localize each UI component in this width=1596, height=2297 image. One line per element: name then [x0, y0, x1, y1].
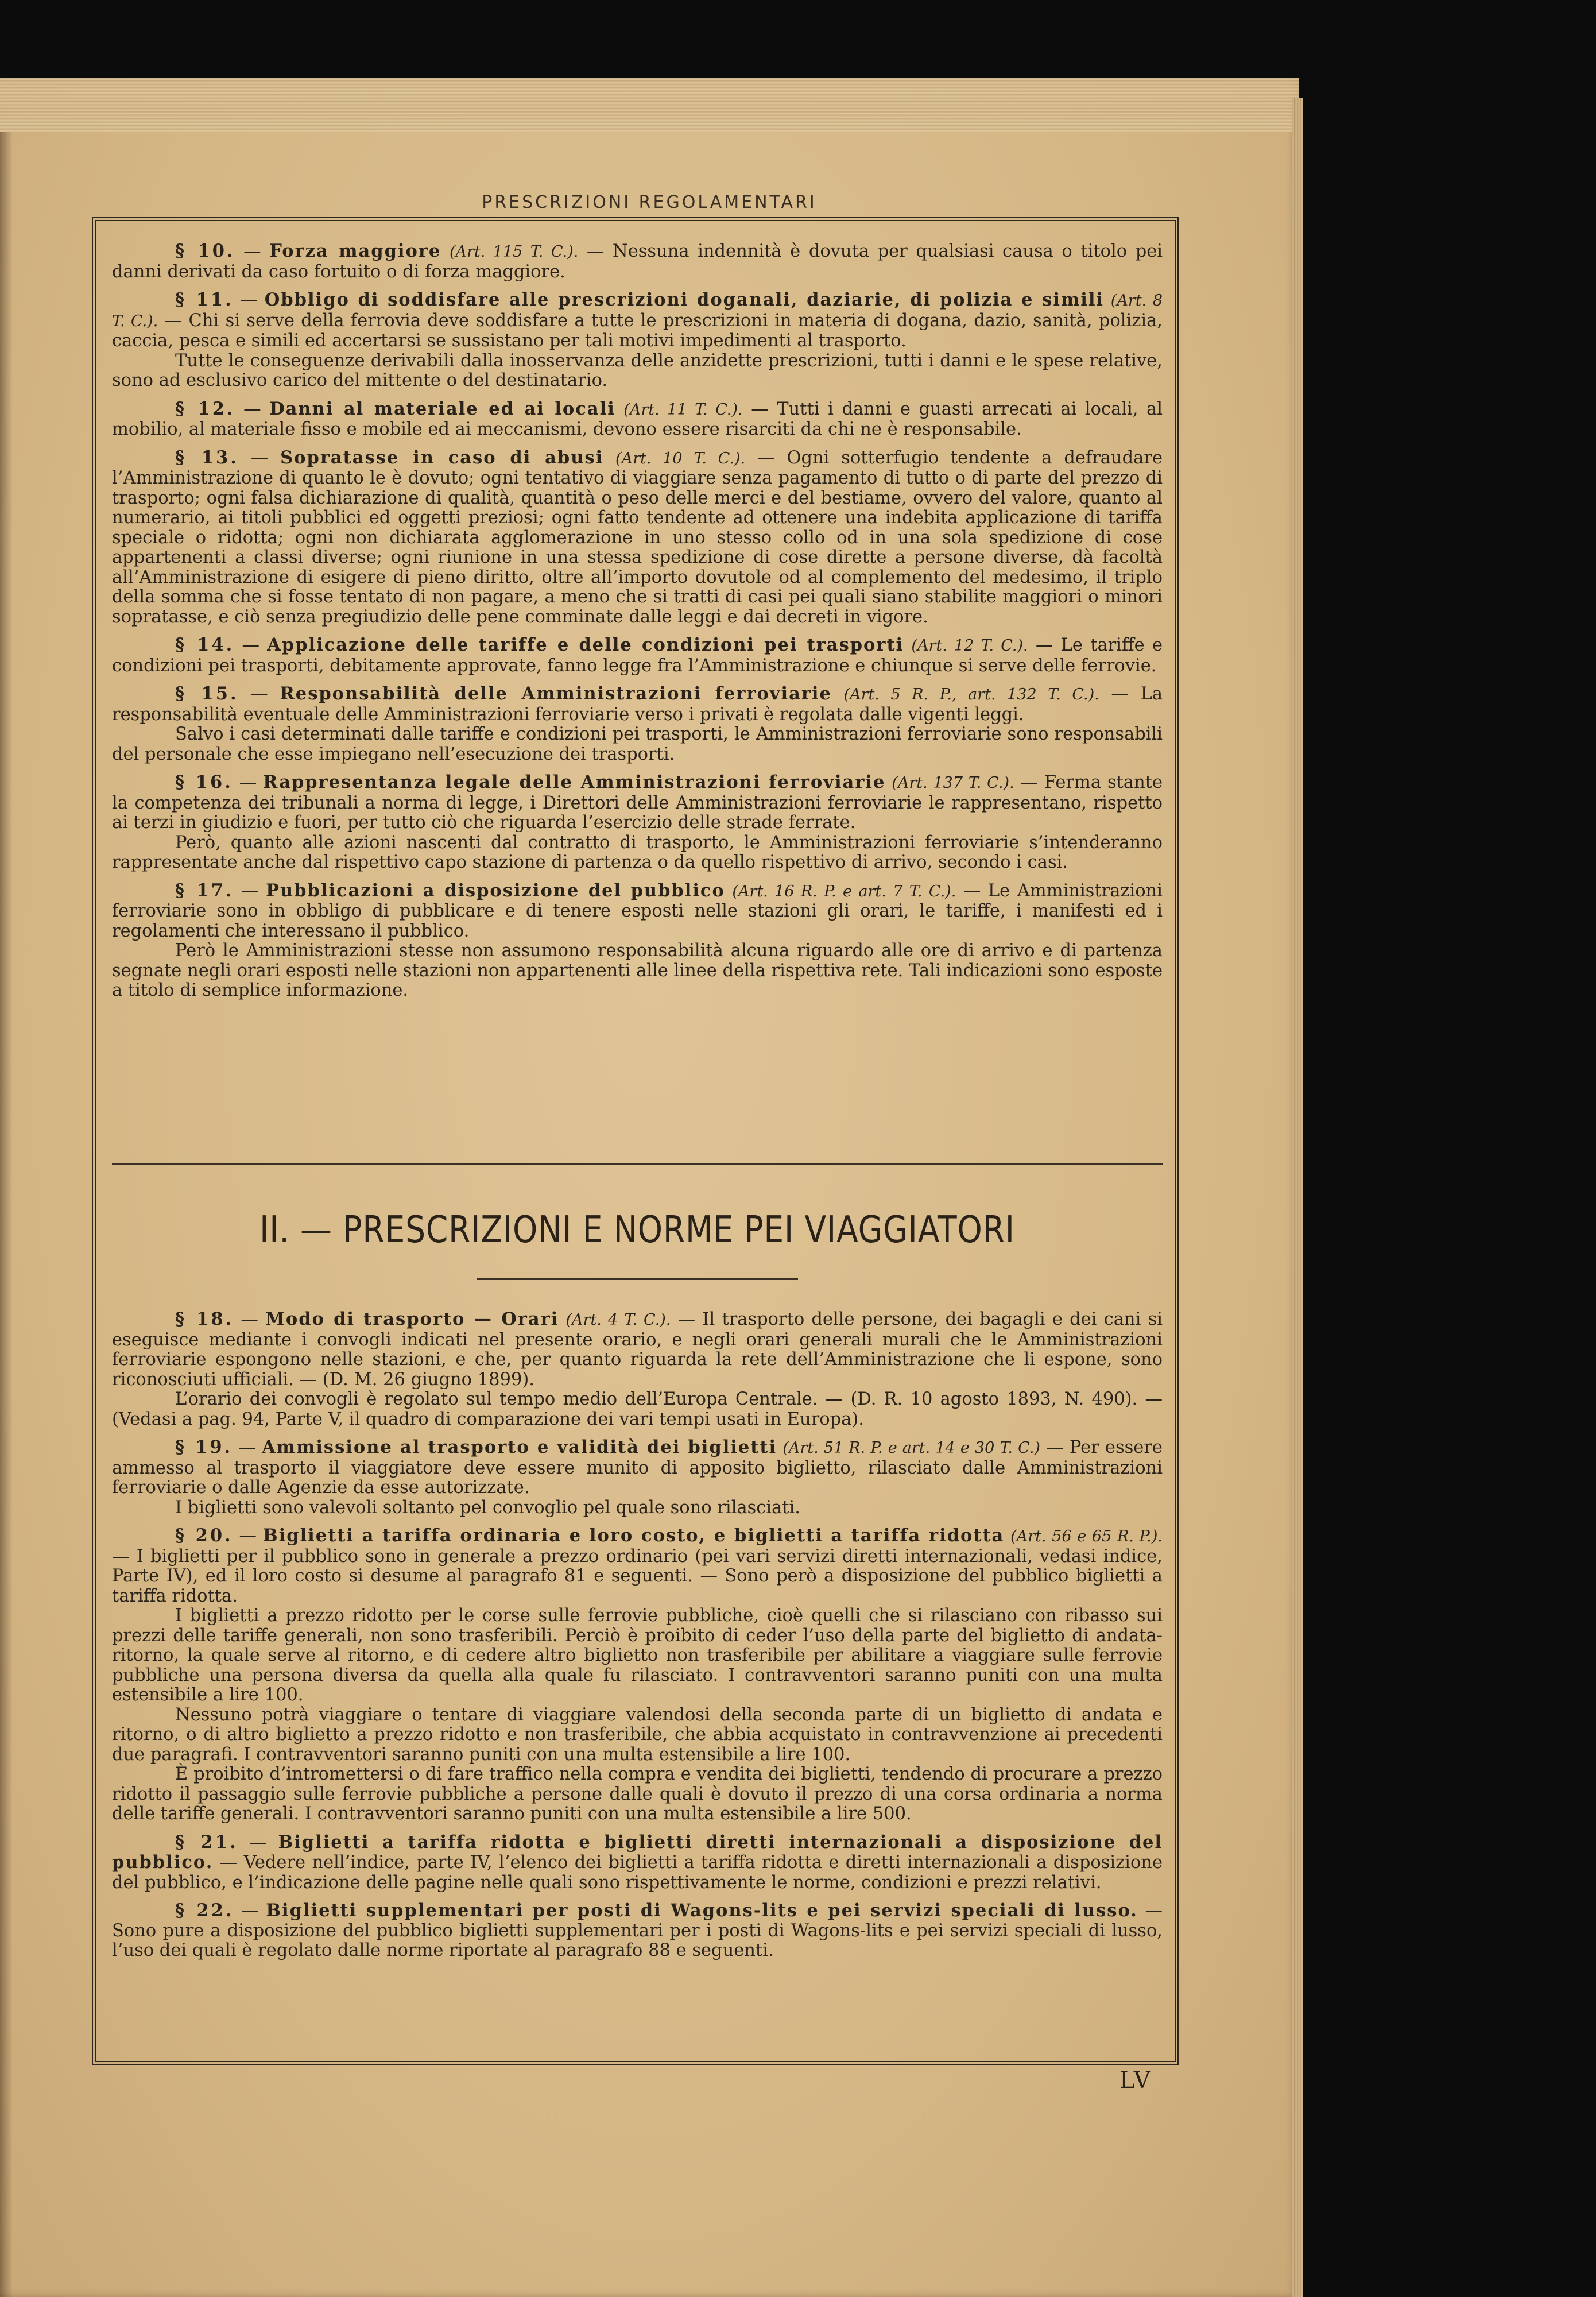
page-number: LV [1119, 2067, 1152, 2094]
continuation-paragraph [112, 833, 1163, 873]
section-heading: Rappresentanza legale delle Amministrazioni ferroviarie [263, 772, 886, 792]
continuation-paragraph [112, 1765, 1163, 1824]
continuation-paragraph [112, 725, 1163, 764]
section-paragraph: § 20. — Biglietti a tariffa ordinaria e loro costo, e biglietti a tariffa ridotta (Art. 56 e 65 R. P.). — I biglietti per il pubblico sono in generale a prezzo ordinario (pei vari servizi diretti internazionali, vedasi indice, Parte IV), ed il loro costo si desume al paragrafo 81 e seguenti. — Sono però a disposizione del pubblico biglietti a tariffa ridotta. [112, 1525, 1163, 1606]
legal-reference: (Art. 11 T. C.). [623, 400, 743, 419]
legal-reference: (Art. 51 R. P. e art. 14 e 30 T. C.) [782, 1439, 1040, 1457]
section-text: I biglietti a prezzo ridotto per le corse sulle ferrovie pubbliche, cioè quelli che si rilasciano con ribasso sui prezzi delle tariffe generali, non sono trasferibili. Perciò è proibito di ceder l’uso della parte del biglietto di andata-ritorno, la quale serve al ritorno, e di cedere altro biglietto non trasferibile per abilitare a viaggiare sulle ferrovie pubbliche una persona diversa da quella alla quale fu rilasciato. I contravventori saranno puniti con una multa estensibile a lire 100. [112, 1606, 1163, 1705]
legal-reference: (Art. 137 T. C.). [892, 774, 1014, 792]
section-number: § 12. [175, 398, 235, 419]
section-text: — Sono pure a disposizione del pubblico biglietti supplementari per i posti di Wagons-lits e pei servizi speciali di lusso, l’uso dei quali è regolato dalle norme riportate al paragrafo 88 e seguenti. [112, 1901, 1163, 1960]
section-paragraph: § 15. — Responsabilità delle Amministrazioni ferroviarie (Art. 5 R. P., art. 132 T. C.). — La responsabilità eventuale delle Amministrazioni ferroviarie verso i privati è regolata dalle vigenti leggi. [112, 683, 1163, 725]
section-text: — Le tariffe e condizioni pei trasporti, debitamente approvate, fanno legge fra l’Amministrazione e chiunque si serve delle ferrovie. [112, 635, 1163, 676]
section-text: — Nessuna indennità è dovuta per qualsiasi causa o titolo pei danni derivati da caso fortuito o di forza maggiore. [112, 241, 1163, 282]
section-text: — Per essere ammesso al trasporto il viaggiatore deve essere munito di apposito biglietto, rilasciato dalle Amministrazioni ferroviarie o dalle Agenzie da esse autorizzate. [112, 1437, 1163, 1498]
page-stack-right-edge [1292, 98, 1303, 2297]
legal-reference: (Art. 56 e 65 R. P.). [1010, 1528, 1163, 1545]
section-text: — Le Amministrazioni ferroviarie sono in obbligo di pubblicare e di tenere esposti nelle stazioni gli orari, le tariffe, i manifesti ed i regolamenti che interessano il pubblico. [112, 880, 1163, 941]
section-paragraph: § 19. — Ammissione al trasporto e validità dei biglietti (Art. 51 R. P. e art. 14 e 30 T. C.) — Per essere ammesso al trasporto il viaggiatore deve essere munito di apposito biglietto, rilasciato dalle Amministrazioni ferroviarie o dalle Agenzie da esse autorizzate. [112, 1437, 1163, 1498]
section-number: § 18. [175, 1309, 234, 1329]
regulations-part-1 [112, 241, 1163, 1001]
section-text: I biglietti sono valevoli soltanto pel convoglio pel quale sono rilasciati. [175, 1497, 801, 1518]
section-number: § 15. [175, 683, 239, 704]
section-text: Salvo i casi determinati dalle tariffe e condizioni pei trasporti, le Amministrazioni ferroviarie sono responsabili del personale che esse impiegano nell’esecuzione dei trasporti. [112, 724, 1163, 764]
section-text: — La responsabilità eventuale delle Amministrazioni ferroviarie verso i privati è regolata dalle vigenti leggi. [112, 684, 1163, 725]
section-text: — Tutti i danni e guasti arrecati ai locali, al mobilio, al materiale fisso e mobile ed ai meccanismi, devono essere risarciti da chi ne è responsabile. [112, 399, 1163, 439]
section-number: § 16. [175, 772, 233, 792]
section-paragraph: § 11. — Obbligo di soddisfare alle prescrizioni doganali, daziarie, di polizia e simili (Art. 8 T. C.). — Chi si serve della ferrovia deve soddisfare a tutte le prescrizioni in materia di dogana, dazio, sanità, polizia, caccia, pesca e simili ed accertarsi se sussistano per tali motivi impedimenti al trasporto. [112, 289, 1163, 351]
continuation-paragraph [112, 941, 1163, 1001]
legal-reference: (Art. 12 T. C.). [911, 637, 1028, 655]
continuation-paragraph [112, 1498, 1163, 1518]
section-heading: Modo di trasporto — Orari [265, 1309, 559, 1329]
section-paragraph: § 12. — Danni al materiale ed ai locali (Art. 11 T. C.). — Tutti i danni e guasti arrecati ai locali, al mobilio, al materiale fisso e mobile ed ai meccanismi, devono essere risarciti da chi ne è responsabile. [112, 398, 1163, 439]
legal-reference: (Art. 4 T. C.). [565, 1311, 671, 1329]
section-paragraph: § 18. — Modo di trasporto — Orari (Art. 4 T. C.). — Il trasporto delle persone, dei bagagli e dei cani si eseguisce mediante i convogli indicati nel presente orario, e negli orari generali murali che le Amministrazioni ferroviarie espongono nelle stazioni, e che, per quanto riguarda la rete dell’Amministrazione che li espone, sono riconosciuti ufficiali. — (D. M. 26 giugno 1899). [112, 1309, 1163, 1390]
section-text: — Ogni sotterfugio tendente a defraudare l’Amministrazione di quanto le è dovuto; ogni tentativo di viaggiare senza pagamento di tutto o di parte del prezzo di trasporto; ogni falsa dichiarazione di qualità, quantità o peso delle merci e del bestiame, ovvero del valore, quanto al numerario, ai titoli pubblici ed oggetti preziosi; ogni fatto tendente ad ottenere una indebita applicazione di tariffa speciale o ridotta; ogni non dichiarata agglomerazione in uno stesso collo od in una sola spedizione di cose appartenenti a classi diverse; ogni riunione in una stessa spedizione di cose dirette a persone diverse, dà facoltà all’Amministrazione di esigere di pieno diritto, oltre all’importo dovutole od al complemento del medesimo, il triplo della somma che si fosse tentato di non pagare, a meno che si tratti di casi pei quali siano stabilite maggiori o minori sopratasse, e ciò senza pregiudizio delle pene comminate dalle leggi e dai decreti in vigore. [112, 447, 1163, 627]
section-number: § 22. [175, 1900, 234, 1921]
page-stack-top-edge [0, 78, 1299, 132]
section-heading: Responsabilità delle Amministrazioni ferroviarie [280, 683, 832, 704]
section-paragraph: § 21. — Biglietti a tariffa ridotta e biglietti diretti internazionali a disposizione del pubblico. — Vedere nell’indice, parte IV, l’elenco dei biglietti a tariffa ridotta e diretti internazionali a disposizione del pubblico, e l’indicazione delle pagine nelle quali sono rispettivamente le norme, condizioni e prezzi relativi. [112, 1831, 1163, 1893]
section-text: Nessuno potrà viaggiare o tentare di viaggiare valendosi della seconda parte di un biglietto di andata e ritorno, o di altro biglietto a prezzo ridotto e non trasferibile, che abbia acquistato in contravvenzione ai precedenti due paragrafi. I contravventori saranno puniti con una multa estensibile a lire 100. [112, 1704, 1163, 1765]
section-number: § 21. [175, 1831, 238, 1853]
section-heading: Obbligo di soddisfare alle prescrizioni doganali, daziarie, di polizia e simili [264, 289, 1105, 310]
section-heading: Biglietti a tariffa ordinaria e loro costo, e biglietti a tariffa ridotta [262, 1525, 1005, 1546]
section-paragraph: § 10. — Forza maggiore (Art. 115 T. C.). — Nessuna indennità è dovuta per qualsiasi causa o titolo pei danni derivati da caso fortuito o di forza maggiore. [112, 241, 1163, 282]
section-text: L’orario dei convogli è regolato sul tempo medio dell’Europa Centrale. — (D. R. 10 agosto 1893, N. 490). — (Vedasi a pag. 94, Parte V, il quadro di comparazione dei vari tempi usati in Europa). [112, 1389, 1163, 1429]
section-heading: Ammissione al trasporto e validità dei biglietti [262, 1437, 777, 1457]
section-text: Però le Amministrazioni stesse non assumono responsabilità alcuna riguardo alle ore di arrivo e di partenza segnate negli orari esposti nelle stazioni non appartenenti alle linee della rispettiva rete. Tali indicazioni sono esposte a titolo di semplice informazione. [112, 941, 1163, 1000]
section-number: § 19. [175, 1437, 233, 1457]
section-paragraph: § 13. — Sopratasse in caso di abusi (Art. 10 T. C.). — Ogni sotterfugio tendente a defraudare l’Amministrazione di quanto le è dovuto; ogni tentativo di viaggiare senza pagamento di tutto o di parte del prezzo di trasporto; ogni falsa dichiarazione di qualità, quantità o peso delle merci e del bestiame, ovvero del valore, quanto al numerario, ai titoli pubblici ed oggetti preziosi; ogni fatto tendente ad ottenere una indebita applicazione di tariffa speciale o ridotta; ogni non dichiarata agglomerazione in uno stesso collo od in una sola spedizione di cose appartenenti a classi diverse; ogni riunione in una stessa spedizione di cose dirette a persone diverse, dà facoltà all’Amministrazione di esigere di pieno diritto, oltre all’importo dovutole od al complemento del medesimo, il triplo della somma che si fosse tentato di non pagare, a meno che si tratti di casi pei quali siano stabilite maggiori o minori sopratasse, e ciò senza pregiudizio delle pene comminate dalle leggi e dai decreti in vigore. [112, 447, 1163, 627]
section-number: § 20. [175, 1525, 233, 1546]
section-text: Però, quanto alle azioni nascenti dal contratto di trasporto, le Amministrazioni ferroviarie s’intenderanno rappresentate anche dal rispettivo capo stazione di partenza o da quello rispettivo di arrivo, secondo i casi. [112, 832, 1163, 872]
section-text: — Chi si serve della ferrovia deve soddisfare a tutte le prescrizioni in materia di dogana, dazio, sanità, polizia, caccia, pesca e simili ed accertarsi se sussistano per tali motivi impedimenti al trasporto. [112, 310, 1163, 351]
continuation-paragraph [112, 1606, 1163, 1706]
section-number: § 13. [175, 447, 239, 468]
legal-reference: (Art. 115 T. C.). [449, 243, 579, 261]
continuation-paragraph [112, 351, 1163, 391]
section-heading: Sopratasse in caso di abusi [280, 447, 604, 468]
section-text: — I biglietti per il pubblico sono in generale a prezzo ordinario (pei vari servizi diretti internazionali, vedasi indice, Parte IV), ed il loro costo si desume al paragrafo 81 e seguenti. — Sono però a disposizione del pubblico biglietti a tariffa ridotta. [112, 1546, 1163, 1606]
section-text: — Ferma stante la competenza dei tribunali a norma di legge, i Direttori delle Amministrazioni ferroviarie le rappresentano, rispetto ai terzi in giudizio e fuori, per tutto ciò che riguarda l’esercizio delle strade ferrate. [112, 772, 1163, 833]
section-text: È proibito d’intromettersi o di fare traffico nella compra e vendita dei biglietti, tendendo di procurare a prezzo ridotto il passaggio sulle ferrovie pubbliche a persone dalle quali è dovuto il prezzo di una corsa ordinaria a norma delle tariffe generali. I contravventori saranno puniti con una multa estensibile a lire 500. [112, 1764, 1163, 1824]
section-heading: Forza maggiore [269, 241, 441, 261]
section-divider [112, 1163, 1163, 1165]
section-heading: Applicazione delle tariffe e delle condizioni pei trasporti [267, 635, 904, 655]
section-heading: Biglietti supplementari per posti di Wagons-lits e pei servizi speciali di lusso. [266, 1900, 1138, 1921]
section-paragraph: § 22. — Biglietti supplementari per posti di Wagons-lits e pei servizi speciali di lusso. — Sono pure a disposizione del pubblico biglietti supplementari per i posti di Wagons-lits e pei servizi speciali di lusso, l’uso dei quali è regolato dalle norme riportate al paragrafo 88 e seguenti. [112, 1900, 1163, 1960]
continuation-paragraph [112, 1390, 1163, 1429]
spine-shadow [0, 132, 13, 2297]
running-header: PRESCRIZIONI REGOLAMENTARI [482, 192, 817, 212]
section-paragraph: § 14. — Applicazione delle tariffe e delle condizioni pei trasporti (Art. 12 T. C.). — Le tariffe e condizioni pei trasporti, debitamente approvate, fanno legge fra l’Amministrazione e chiunque si serve delle ferrovie. [112, 635, 1163, 676]
section-heading: Biglietti a tariffa ridotta e biglietti diretti internazionali a disposizione del pubblico. [112, 1831, 1163, 1873]
section-number: § 11. [175, 289, 234, 310]
chapter-title: II. — PRESCRIZIONI E NORME PEI VIAGGIATORI [259, 1209, 1015, 1251]
legal-reference: (Art. 16 R. P. e art. 7 T. C.). [732, 882, 956, 900]
legal-reference: (Art. 8 T. C.). [112, 292, 1163, 330]
section-heading: Pubblicazioni a disposizione del pubblico [266, 880, 725, 901]
section-number: § 10. [175, 241, 235, 261]
legal-reference: (Art. 5 R. P., art. 132 T. C.). [843, 686, 1099, 703]
continuation-paragraph [112, 1706, 1163, 1765]
section-number: § 17. [175, 880, 234, 901]
section-text: — Il trasporto delle persone, dei bagagli e dei cani si eseguisce mediante i convogli indicati nel presente orario, e negli orari generali murali che le Amministrazioni ferroviarie espongono nelle stazioni, e che, per quanto riguarda la rete dell’Amministrazione che li espone, sono riconosciuti ufficiali. — (D. M. 26 giugno 1899). [112, 1309, 1163, 1390]
section-paragraph: § 16. — Rappresentanza legale delle Amministrazioni ferroviarie (Art. 137 T. C.). — Ferma stante la competenza dei tribunali a norma di legge, i Direttori delle Amministrazioni ferroviarie le rappresentano, rispetto ai terzi in giudizio e fuori, per tutto ciò che riguarda l’esercizio delle strade ferrate. [112, 772, 1163, 833]
regulations-part-2 [112, 1309, 1163, 1961]
legal-reference: (Art. 10 T. C.). [615, 449, 746, 467]
section-number: § 14. [175, 635, 235, 655]
section-heading: Danni al materiale ed ai locali [269, 398, 615, 419]
section-text: Tutte le conseguenze derivabili dalla inosservanza delle anzidette prescrizioni, tutti i danni e le spese relative, sono ad esclusivo carico del mittente o del destinatario. [112, 350, 1163, 390]
section-text: — Vedere nell’indice, parte IV, l’elenco dei biglietti a tariffa ridotta e diretti internazionali a disposizione del pubblico, e l’indicazione delle pagine nelle quali sono rispettivamente le norme, condizioni e prezzi relativi. [112, 1853, 1163, 1893]
section-paragraph: § 17. — Pubblicazioni a disposizione del pubblico (Art. 16 R. P. e art. 7 T. C.). — Le Amministrazioni ferroviarie sono in obbligo di pubblicare e di tenere esposti nelle stazioni gli orari, le tariffe, i manifesti ed i regolamenti che interessano il pubblico. [112, 880, 1163, 941]
chapter-underline [477, 1278, 798, 1280]
